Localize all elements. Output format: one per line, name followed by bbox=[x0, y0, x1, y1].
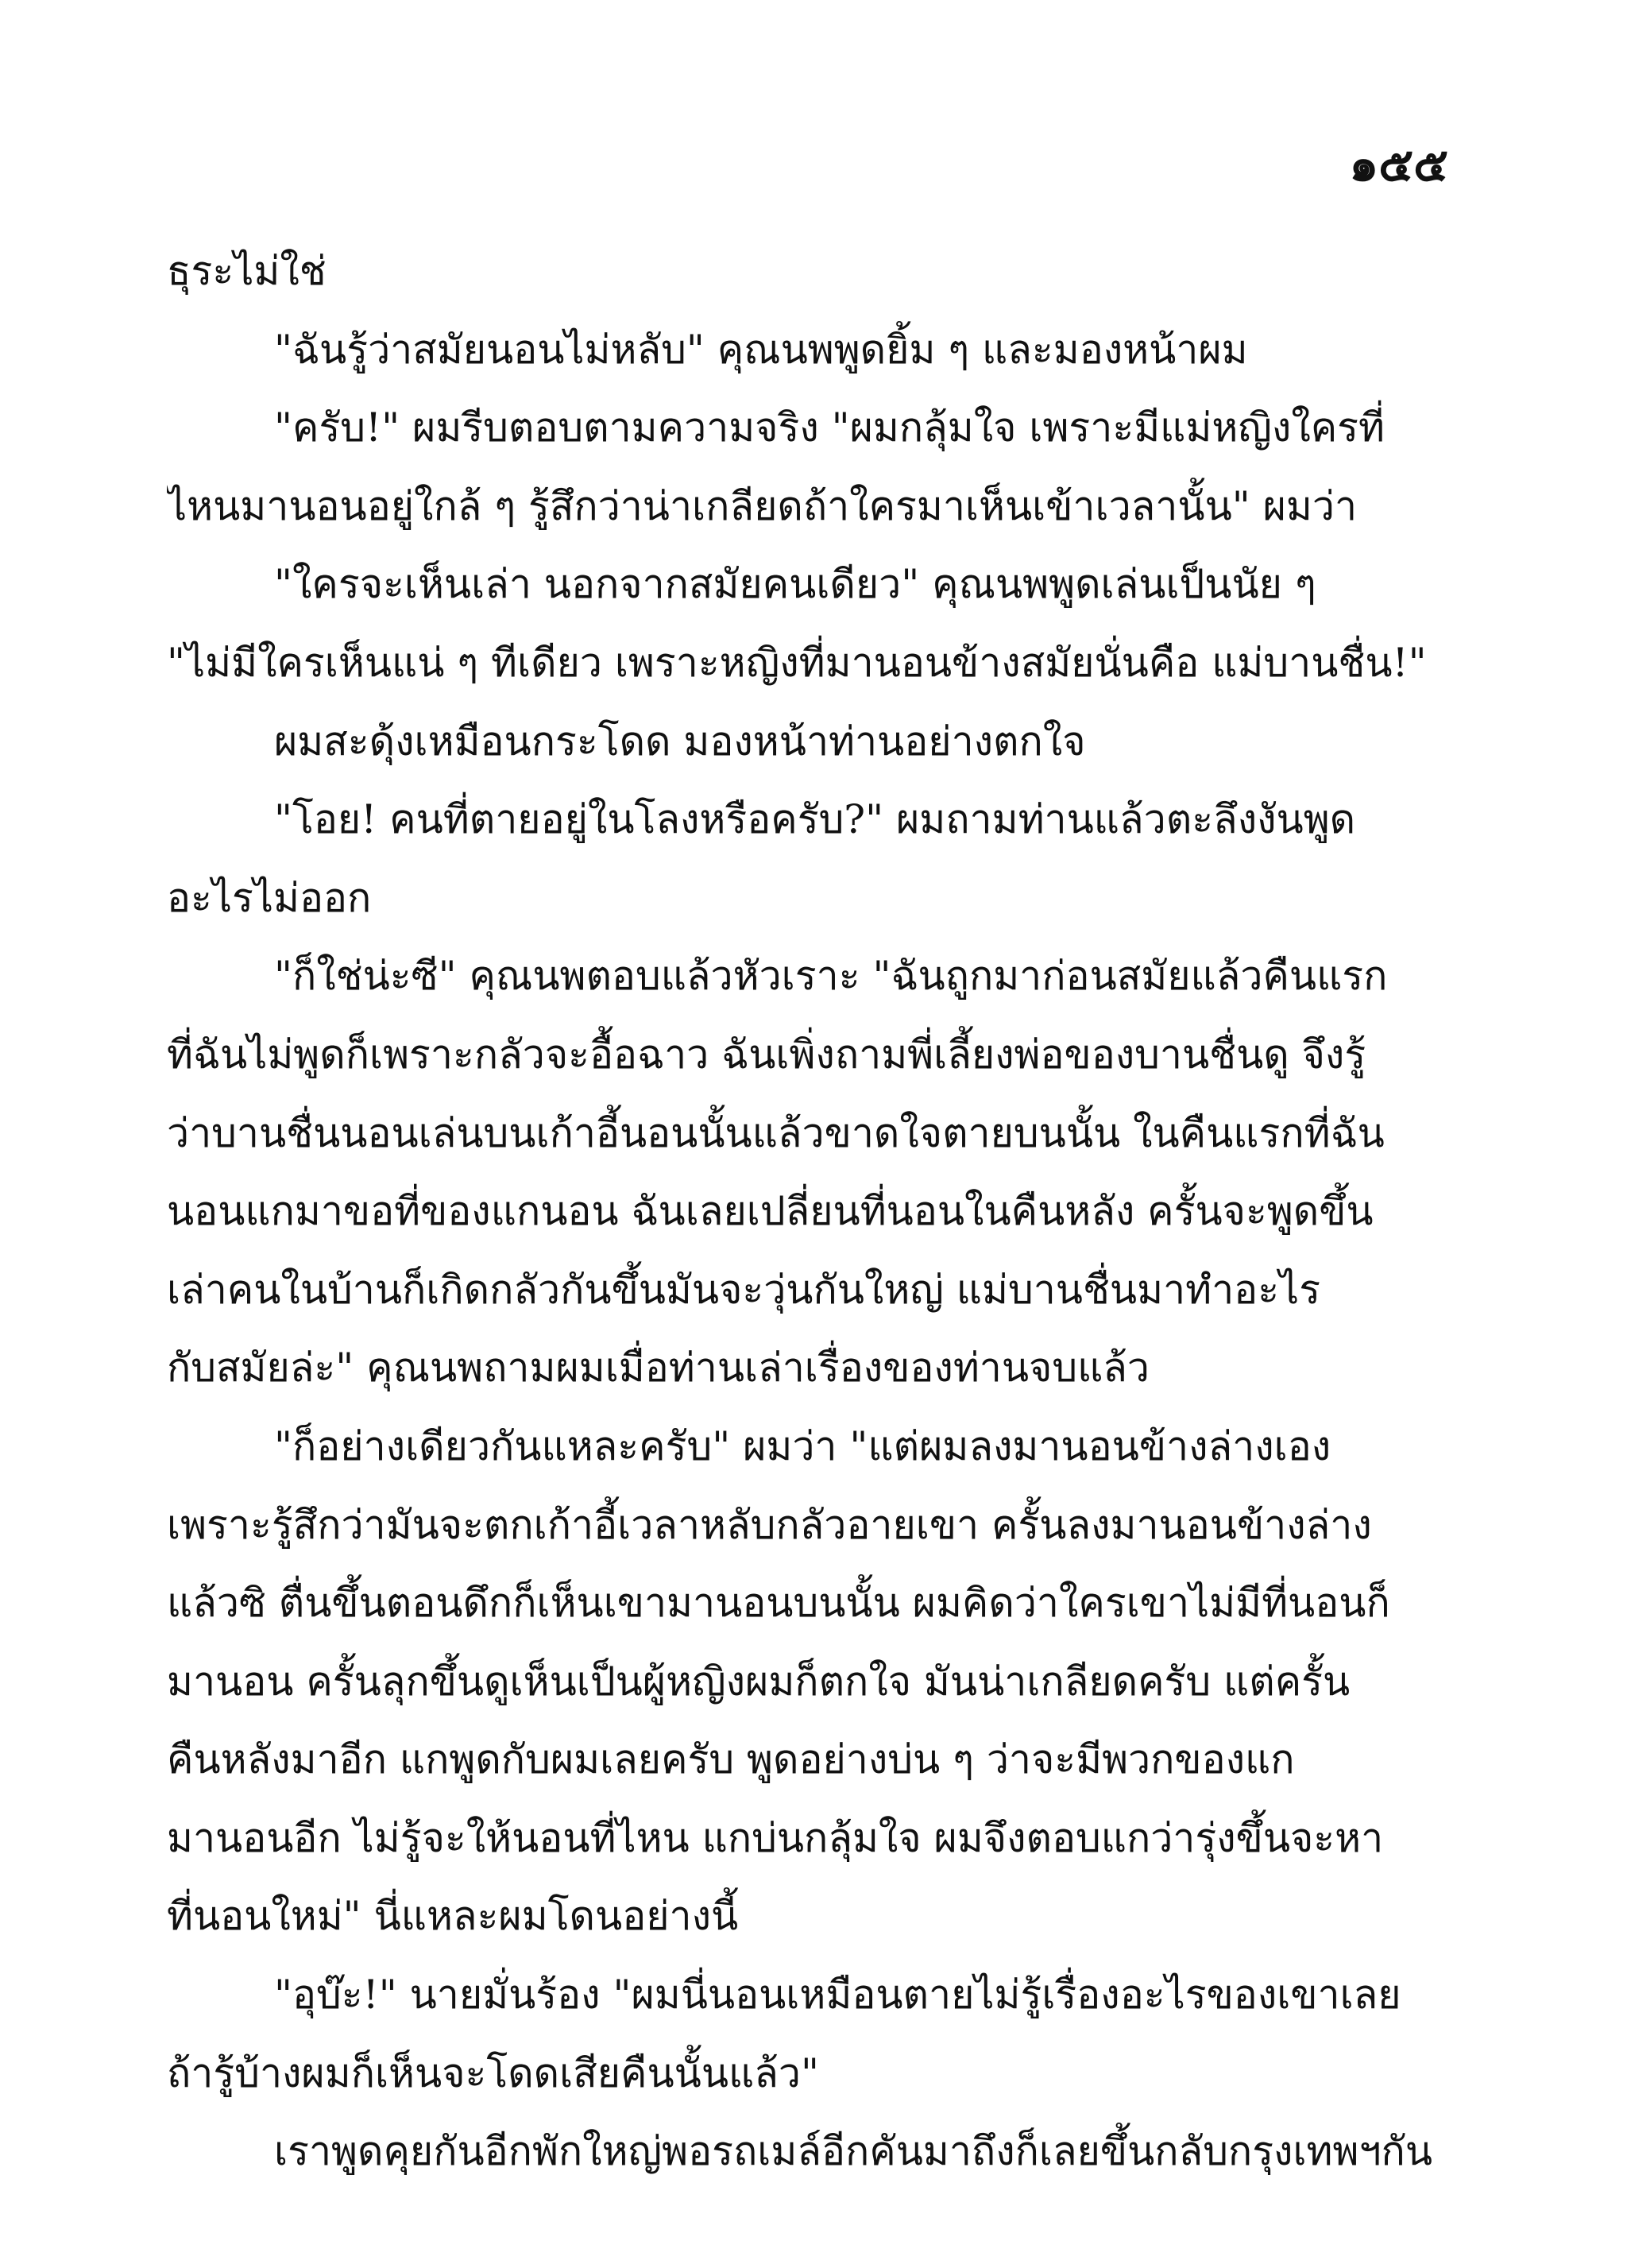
text-line: ผมสะดุ้งเหมือนกระโดด มองหน้าท่านอย่างตกใจ bbox=[274, 718, 1086, 764]
text-line: แล้วซิ ตื่นขึ้นตอนดึกก็เห็นเขามานอนบนนั้น ผมคิดว่าใครเขาไม่มีที่นอนก็ bbox=[167, 1580, 1390, 1627]
text-line: มานอน ครั้นลุกขึ้นดูเห็นเป็นผู้หญิงผมก็ตกใจ มันน่าเกลียดครับ แต่ครั้น bbox=[167, 1658, 1351, 1705]
text-line: "ก็อย่างเดียวกันแหละครับ" ผมว่า "แต่ผมลงมานอนข้างล่างเอง bbox=[274, 1422, 1331, 1469]
text-line: เล่าคนในบ้านก็เกิดกลัวกันขึ้นมันจะวุ่นกันใหญ่ แม่บานชื่นมาทำอะไร bbox=[167, 1266, 1321, 1313]
text-line: "ไม่มีใครเห็นแน่ ๆ ทีเดียว เพราะหญิงที่มานอนข้างสมัยนั่นคือ แม่บานชื่น!" bbox=[167, 639, 1427, 686]
text-line: "ใครจะเห็นเล่า นอกจากสมัยคนเดียว" คุณนพพูดเล่นเป็นนัย ๆ bbox=[274, 561, 1316, 608]
text-line: ไหนมานอนอยู่ใกล้ ๆ รู้สึกว่าน่าเกลียดถ้าใครมาเห็นเข้าเวลานั้น" ผมว่า bbox=[167, 482, 1358, 529]
text-line: "อุบ๊ะ!" นายมั่นร้อง "ผมนี่นอนเหมือนตายไม่รู้เรื่องอะไรของเขาเลย bbox=[274, 1972, 1401, 2018]
page-number: ๑๕๕ bbox=[1349, 137, 1448, 192]
text-line: นอนแกมาขอที่ของแกนอน ฉันเลยเปลี่ยนที่นอนในคืนหลัง ครั้นจะพูดขึ้น bbox=[167, 1188, 1374, 1235]
text-line: เพราะรู้สึกว่ามันจะตกเก้าอี้เวลาหลับกลัวอายเขา ครั้นลงมานอนข้างล่าง bbox=[167, 1501, 1372, 1548]
text-line: มานอนอีก ไม่รู้จะให้นอนที่ไหน แกบ่นกลุ้มใจ ผมจึงตอบแกว่ารุ่งขึ้นจะหา bbox=[167, 1814, 1384, 1861]
body-text bbox=[167, 232, 1442, 2191]
text-line: ธุระไม่ใช่ bbox=[167, 248, 327, 294]
text-line: "ก็ใช่น่ะซี" คุณนพตอบแล้วหัวเราะ "ฉันถูกมาก่อนสมัยแล้วคืนแรก bbox=[274, 953, 1388, 1000]
text-line: "โอย! คนที่ตายอยู่ในโลงหรือครับ?" ผมถามท่านแล้วตะลึงงันพูด bbox=[274, 796, 1356, 843]
text-line: ที่นอนใหม่" นี่แหละผมโดนอย่างนี้ bbox=[167, 1893, 739, 1940]
text-line: ที่ฉันไม่พูดก็เพราะกลัวจะอื้อฉาว ฉันเพิ่งถามพี่เลี้ยงพ่อของบานชื่นดู จึงรู้ bbox=[167, 1031, 1366, 1078]
text-line: คืนหลังมาอีก แกพูดกับผมเลยครับ พูดอย่างบ่น ๆ ว่าจะมีพวกของแก bbox=[167, 1736, 1295, 1783]
text-line: ถ้ารู้บ้างผมก็เห็นจะโดดเสียคืนนั้นแล้ว" bbox=[167, 2049, 819, 2096]
text-line: "ฉันรู้ว่าสมัยนอนไม่หลับ" คุณนพพูดยิ้ม ๆ และมองหน้าผม bbox=[274, 326, 1248, 373]
text-line: ว่าบานชื่นนอนเล่นบนเก้าอี้นอนนั้นแล้วขาดใจตายบนนั้น ในคืนแรกที่ฉัน bbox=[167, 1109, 1385, 1156]
text-line: "ครับ!" ผมรีบตอบตามความจริง "ผมกลุ้มใจ เพราะมีแม่หญิงใครที่ bbox=[274, 404, 1385, 451]
text-line: กับสมัยล่ะ" คุณนพถามผมเมื่อท่านเล่าเรื่องของท่านจบแล้ว bbox=[167, 1345, 1150, 1391]
text-line: เราพูดคุยกันอีกพักใหญ่พอรถเมล์อีกคันมาถึงก็เลยขึ้นกลับกรุงเทพฯกัน bbox=[274, 2128, 1433, 2175]
text-line: อะไรไม่ออก bbox=[167, 874, 372, 921]
